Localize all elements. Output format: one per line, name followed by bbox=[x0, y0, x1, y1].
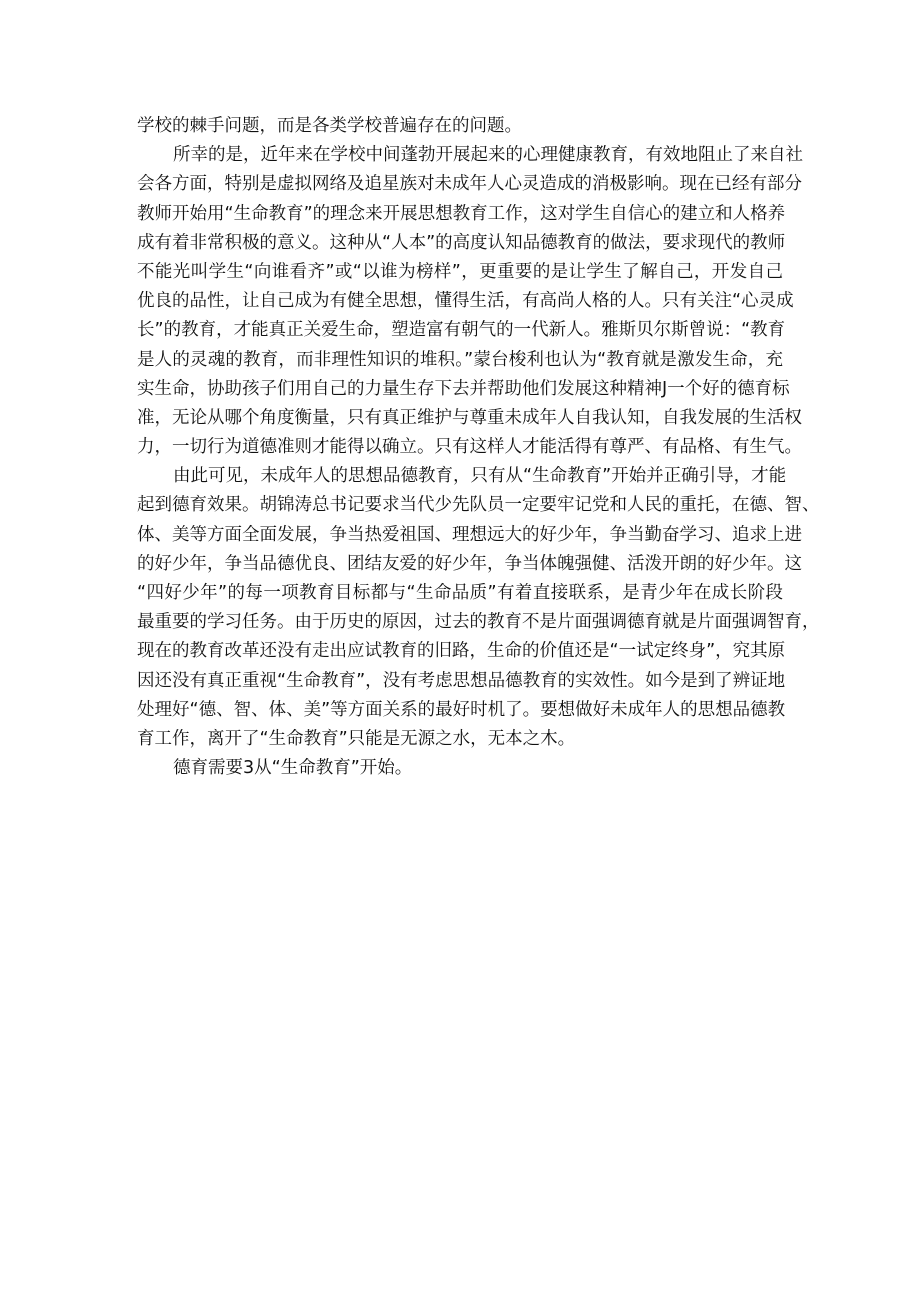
text-line: 最重要的学习任务。由于历史的原因，过去的教育不是片面强调德育就是片面强调智育， bbox=[137, 612, 820, 633]
text-line: 处理好“德、智、体、美”等方面关系的最好时机了。要想做好未成年人的思想品德教 bbox=[137, 699, 786, 720]
text-line: 学校的棘手问题，而是各类学校普遍存在的问题。 bbox=[137, 116, 522, 136]
text-line: 的好少年，争当品德优良、团结友爱的好少年，争当体魄强健、活泼开朗的好少年。这 bbox=[137, 553, 802, 574]
text-line: 体、美等方面全面发展，争当热爱祖国、理想远大的好少年，争当勤奋学习、追求上进 bbox=[137, 524, 802, 545]
text-line: 不能光叫学生“向谁看齐”或“以谁为榜样”，更重要的是让学生了解自己，开发自己 bbox=[137, 261, 783, 282]
text-line: 教师开始用“生命教育”的理念来开展思想教育工作，这对学生自信心的建立和人格养 bbox=[137, 203, 786, 224]
text-line: 会各方面，特别是虚拟网络及追星族对未成年人心灵造成的消极影响。现在已经有部分 bbox=[137, 174, 802, 195]
text-line: 成有着非常积极的意义。这种从“人本”的高度认知品德教育的做法，要求现代的教师 bbox=[137, 232, 786, 253]
text-line: “四好少年”的每一项教育目标都与“生命品质”有着直接联系，是青少年在成长阶段 bbox=[137, 583, 783, 603]
text-line: 起到德育效果。胡锦涛总书记要求当代少先队员一定要牢记党和人民的重托，在德、智、 bbox=[137, 495, 820, 516]
text-line: 实生命，协助孩子们用自己的力量生存下去并帮助他们发展这种精神J一个好的德育标 bbox=[137, 378, 790, 399]
text-line: 德育需要3从“生命教育”开始。 bbox=[173, 758, 413, 779]
body-text bbox=[137, 112, 820, 783]
text-line: 所幸的是，近年来在学校中间蓬勃开展起来的心理健康教育，有效地阻止了来自社 bbox=[173, 145, 803, 166]
text-line: 现在的教育改革还没有走出应试教育的旧路，生命的价值还是“一试定终身”，究其原 bbox=[137, 641, 786, 662]
text-line: 由此可见，未成年人的思想品德教育，只有从“生命教育”开始并正确引导，才能 bbox=[173, 466, 787, 487]
text-line: 准，无论从哪个角度衡量，只有真正维护与尊重未成年人自我认知，自我发展的生活权 bbox=[137, 407, 802, 428]
text-line: 因还没有真正重视“生命教育”，没有考虑思想品德教育的实效性。如今是到了辨证地 bbox=[137, 670, 786, 691]
text-line: 优良的品性，让自己成为有健全思想，懂得生活，有高尚人格的人。只有关注“心灵成 bbox=[137, 291, 794, 312]
text-line: 长”的教育，才能真正关爱生命，塑造富有朝气的一代新人。雅斯贝尔斯曾说：“教育 bbox=[137, 320, 786, 341]
text-line: 是人的灵魂的教育，而非理性知识的堆积。”蒙台梭利也认为“教育就是激发生命，充 bbox=[137, 349, 783, 370]
text-line: 育工作，离开了“生命教育”只能是无源之水，无本之木。 bbox=[137, 728, 576, 749]
text-line: 力，一切行为道德准则才能得以确立。只有这样人才能活得有尊严、有品格、有生气。 bbox=[137, 437, 802, 458]
